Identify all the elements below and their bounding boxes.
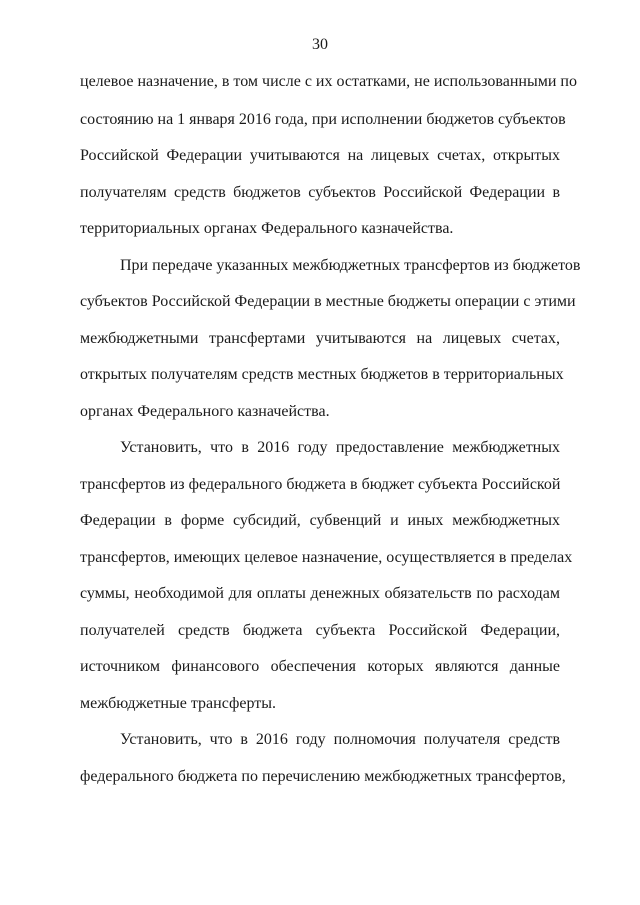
text-line: целевое назначение, в том числе с их остатками, не использованными по <box>80 73 577 90</box>
text-line: территориальных органах Федерального казначейства. <box>80 220 454 237</box>
text-line: межбюджетные трансферты. <box>80 695 276 712</box>
page-number: 30 <box>312 36 328 53</box>
text-line: получателям средств бюджетов субъектов Российской Федерации в <box>80 184 560 201</box>
text-line: Установить, что в 2016 году предоставление межбюджетных <box>120 439 560 456</box>
text-line: органах Федерального казначейства. <box>80 403 330 420</box>
text-line: получателей средств бюджета субъекта Российской Федерации, <box>80 622 560 639</box>
text-line: суммы, необходимой для оплаты денежных обязательств по расходам <box>80 585 560 602</box>
text-line: При передаче указанных межбюджетных трансфертов из бюджетов <box>120 257 581 274</box>
text-line: Установить, что в 2016 году полномочия получателя средств <box>120 731 560 748</box>
text-line: субъектов Российской Федерации в местные бюджеты операции с этими <box>80 293 576 310</box>
text-line: состоянию на 1 января 2016 года, при исполнении бюджетов субъектов <box>80 111 566 128</box>
text-line: трансфертов из федерального бюджета в бюджет субъекта Российской <box>80 476 561 493</box>
text-line: Федерации в форме субсидий, субвенций и иных межбюджетных <box>80 512 560 529</box>
text-line: Российской Федерации учитываются на лицевых счетах, открытых <box>80 147 560 164</box>
text-line: трансфертов, имеющих целевое назначение, осуществляется в пределах <box>80 549 573 566</box>
text-line: открытых получателям средств местных бюджетов в территориальных <box>80 366 564 383</box>
text-line: источником финансового обеспечения которых являются данные <box>80 658 560 675</box>
text-line: межбюджетными трансфертами учитываются на лицевых счетах, <box>80 330 560 347</box>
text-line: федерального бюджета по перечислению межбюджетных трансфертов, <box>80 768 566 785</box>
